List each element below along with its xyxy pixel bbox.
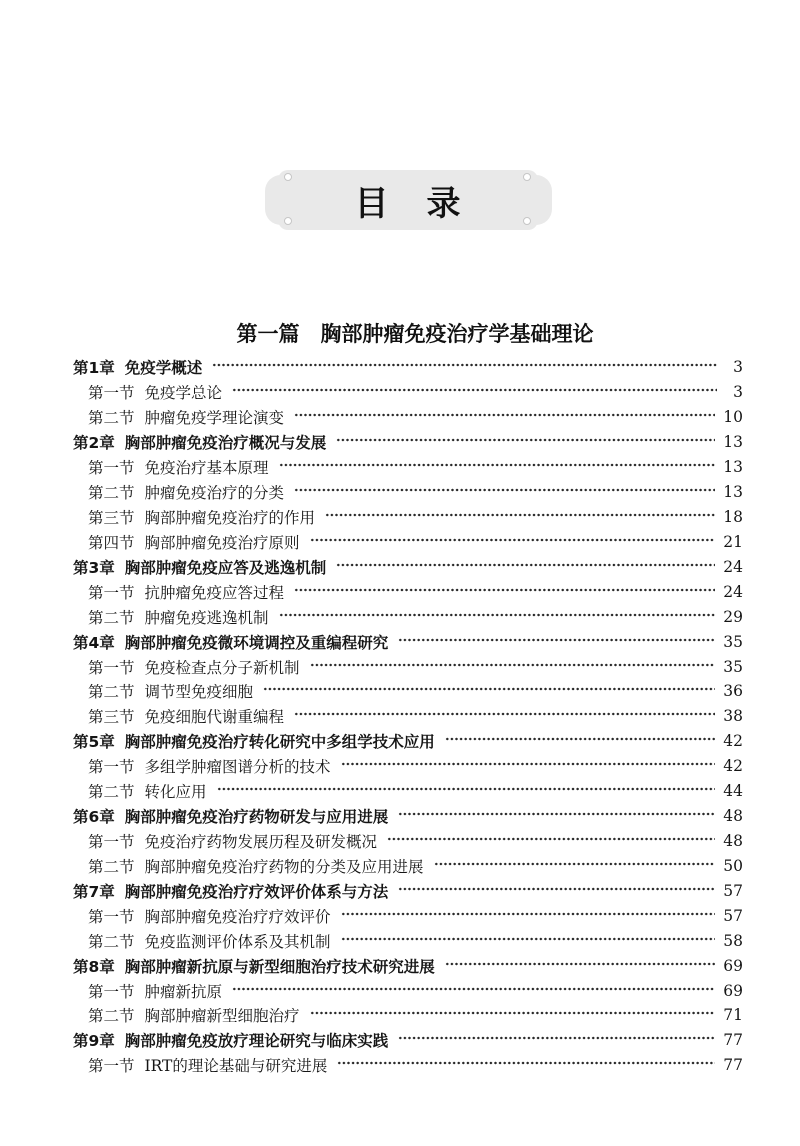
toc-row [73,878,743,903]
toc-page-number: 42 [723,757,743,776]
toc-entry-title: 肿瘤新抗原 [144,982,223,1001]
toc-list [73,355,743,1078]
toc-entry-label: 第8章 [73,957,115,976]
toc-row [73,829,743,854]
dot-leader-icon [336,430,715,455]
toc-entry-title: 胸部肿瘤免疫治疗药物研发与应用进展 [124,808,389,827]
dot-leader-icon [445,729,715,754]
toc-page-number: 13 [723,458,743,477]
toc-row [73,554,743,579]
toc-banner [0,0,800,260]
toc-page-number: 69 [723,981,743,1000]
toc-entry-label: 第二节 [88,932,135,951]
toc-page-number: 29 [723,607,743,626]
toc-entry-title: 胸部肿瘤免疫治疗疗效评价 [144,907,331,926]
part-label: 第一篇 [236,321,300,346]
toc-row [73,405,743,430]
dot-leader-icon [387,829,715,854]
toc-page-number: 77 [723,1056,743,1075]
toc-row [73,1028,743,1053]
toc-banner-title: 目 录 [354,183,463,224]
toc-page-number: 38 [723,707,743,726]
toc-entry-title: 肿瘤免疫逃逸机制 [144,608,269,627]
toc-row [73,679,743,704]
toc-entry-label: 第三节 [88,508,135,527]
toc-entry-label: 第一节 [88,583,135,602]
toc-entry-label: 第6章 [73,808,115,827]
toc-entry-label: 第一节 [88,758,135,777]
dot-leader-icon [217,779,716,804]
dot-leader-icon [310,1003,716,1028]
toc-row [73,1053,743,1078]
toc-entry-title: 免疫监测评价体系及其机制 [144,932,331,951]
toc-page-number: 21 [723,532,743,551]
toc-page-number: 50 [723,856,743,875]
toc-entry-label: 第一节 [88,384,135,403]
dot-leader-icon [232,380,717,405]
dot-leader-icon [337,1053,715,1078]
dot-leader-icon [341,903,716,928]
toc-row [73,729,743,754]
toc-entry-label: 第二节 [88,484,135,503]
toc-entry-label: 第1章 [73,359,115,378]
toc-page-number: 42 [723,732,743,751]
toc-entry-label: 第一节 [88,658,135,677]
toc-row [73,380,743,405]
toc-row [73,480,743,505]
toc-entry-title: 胸部肿瘤新型细胞治疗 [144,1007,300,1026]
dot-leader-icon [445,953,715,978]
toc-entry-title: 免疫检查点分子新机制 [144,658,300,677]
toc-page-number: 18 [723,507,743,526]
toc-row [73,529,743,554]
toc-entry-label: 第一节 [88,907,135,926]
toc-row [73,455,743,480]
toc-row [73,754,743,779]
toc-row [73,1003,743,1028]
toc-page-number: 71 [723,1006,743,1025]
dot-leader-icon [212,355,717,380]
toc-page-number: 10 [723,408,743,427]
dot-leader-icon [398,878,715,903]
toc-entry-title: 多组学肿瘤图谱分析的技术 [144,758,331,777]
toc-page-number: 69 [723,956,743,975]
toc-page-number: 13 [723,483,743,502]
toc-entry-label: 第一节 [88,832,135,851]
toc-entry-title: 胸部肿瘤免疫治疗原则 [144,533,300,552]
toc-row [73,604,743,629]
toc-page-number: 3 [733,383,743,402]
toc-entry-label: 第二节 [88,683,135,702]
toc-entry-label: 第2章 [73,434,115,453]
toc-row [73,704,743,729]
toc-row [73,629,743,654]
toc-page-number: 35 [723,657,743,676]
dot-leader-icon [310,654,716,679]
toc-entry-title: 转化应用 [144,783,207,802]
toc-entry-title: 肿瘤免疫学理论演变 [144,409,285,428]
toc-page-number: 13 [723,433,743,452]
toc-page-number: 24 [723,557,743,576]
toc-row [73,779,743,804]
toc-entry-label: 第一节 [88,459,135,478]
toc-row [73,355,743,380]
toc-entry-label: 第一节 [88,982,135,1001]
toc-entry-label: 第二节 [88,1007,135,1026]
toc-entry-label: 第二节 [88,783,135,802]
toc-page-number: 3 [733,358,743,377]
toc-entry-label: 第四节 [88,533,135,552]
toc-entry-title: 免疫学概述 [124,359,203,378]
part-title-text: 胸部肿瘤免疫治疗学基础理论 [320,321,594,346]
toc-entry-label: 第9章 [73,1032,115,1051]
toc-entry-label: 第一节 [88,1057,135,1076]
toc-row [73,505,743,530]
toc-entry-title: 胸部肿瘤新抗原与新型细胞治疗技术研究进展 [124,957,435,976]
toc-page-number: 57 [723,906,743,925]
toc-row [73,928,743,953]
toc-entry-title: 免疫治疗基本原理 [144,459,269,478]
toc-entry-label: 第二节 [88,857,135,876]
dot-leader-icon [279,604,716,629]
toc-row [73,430,743,455]
dot-leader-icon [434,853,716,878]
dot-leader-icon [232,978,715,1003]
toc-entry-title: 胸部肿瘤免疫治疗概况与发展 [124,434,327,453]
toc-entry-title: 胸部肿瘤免疫治疗疗效评价体系与方法 [124,882,389,901]
dot-leader-icon [398,629,715,654]
toc-row [73,804,743,829]
dot-leader-icon [263,679,715,704]
toc-entry-title: 调节型免疫细胞 [144,683,254,702]
toc-page-number: 36 [723,682,743,701]
toc-entry-title: 免疫治疗药物发展历程及研发概况 [144,832,378,851]
toc-entry-title: 抗肿瘤免疫应答过程 [144,583,285,602]
toc-page-number: 44 [723,782,743,801]
toc-entry-label: 第4章 [73,633,115,652]
dot-leader-icon [341,928,716,953]
toc-row [73,953,743,978]
toc-row [73,978,743,1003]
toc-entry-title: IRT的理论基础与研究进展 [144,1057,328,1076]
toc-entry-title: 胸部肿瘤免疫应答及逃逸机制 [124,558,327,577]
toc-entry-label: 第5章 [73,733,115,752]
toc-page-number: 48 [723,807,743,826]
toc-row [73,654,743,679]
toc-entry-title: 免疫细胞代谢重编程 [144,708,285,727]
dot-leader-icon [398,804,715,829]
toc-entry-title: 胸部肿瘤免疫治疗药物的分类及应用进展 [144,857,424,876]
toc-entry-title: 肿瘤免疫治疗的分类 [144,484,285,503]
toc-entry-label: 第7章 [73,882,115,901]
toc-entry-title: 胸部肿瘤免疫微环境调控及重编程研究 [124,633,389,652]
toc-row [73,853,743,878]
dot-leader-icon [398,1028,715,1053]
toc-row [73,579,743,604]
dot-leader-icon [294,480,715,505]
toc-entry-label: 第三节 [88,708,135,727]
dot-leader-icon [279,455,716,480]
dot-leader-icon [294,579,715,604]
toc-entry-label: 第二节 [88,608,135,627]
toc-entry-title: 胸部肿瘤免疫治疗转化研究中多组学技术应用 [124,733,435,752]
toc-row [73,903,743,928]
toc-entry-title: 胸部肿瘤免疫放疗理论研究与临床实践 [124,1032,389,1051]
toc-page-number: 77 [723,1031,743,1050]
dot-leader-icon [294,704,715,729]
toc-entry-title: 免疫学总论 [144,384,223,403]
dot-leader-icon [310,529,716,554]
toc-page-number: 35 [723,632,743,651]
toc-entry-label: 第3章 [73,558,115,577]
toc-page-number: 24 [723,582,743,601]
toc-page-number: 48 [723,831,743,850]
dot-leader-icon [294,405,715,430]
toc-entry-title: 胸部肿瘤免疫治疗的作用 [144,508,316,527]
dot-leader-icon [341,754,716,779]
part-title [0,320,800,348]
dot-leader-icon [336,554,715,579]
dot-leader-icon [325,505,715,530]
toc-page-number: 57 [723,881,743,900]
toc-page-number: 58 [723,931,743,950]
toc-entry-label: 第二节 [88,409,135,428]
